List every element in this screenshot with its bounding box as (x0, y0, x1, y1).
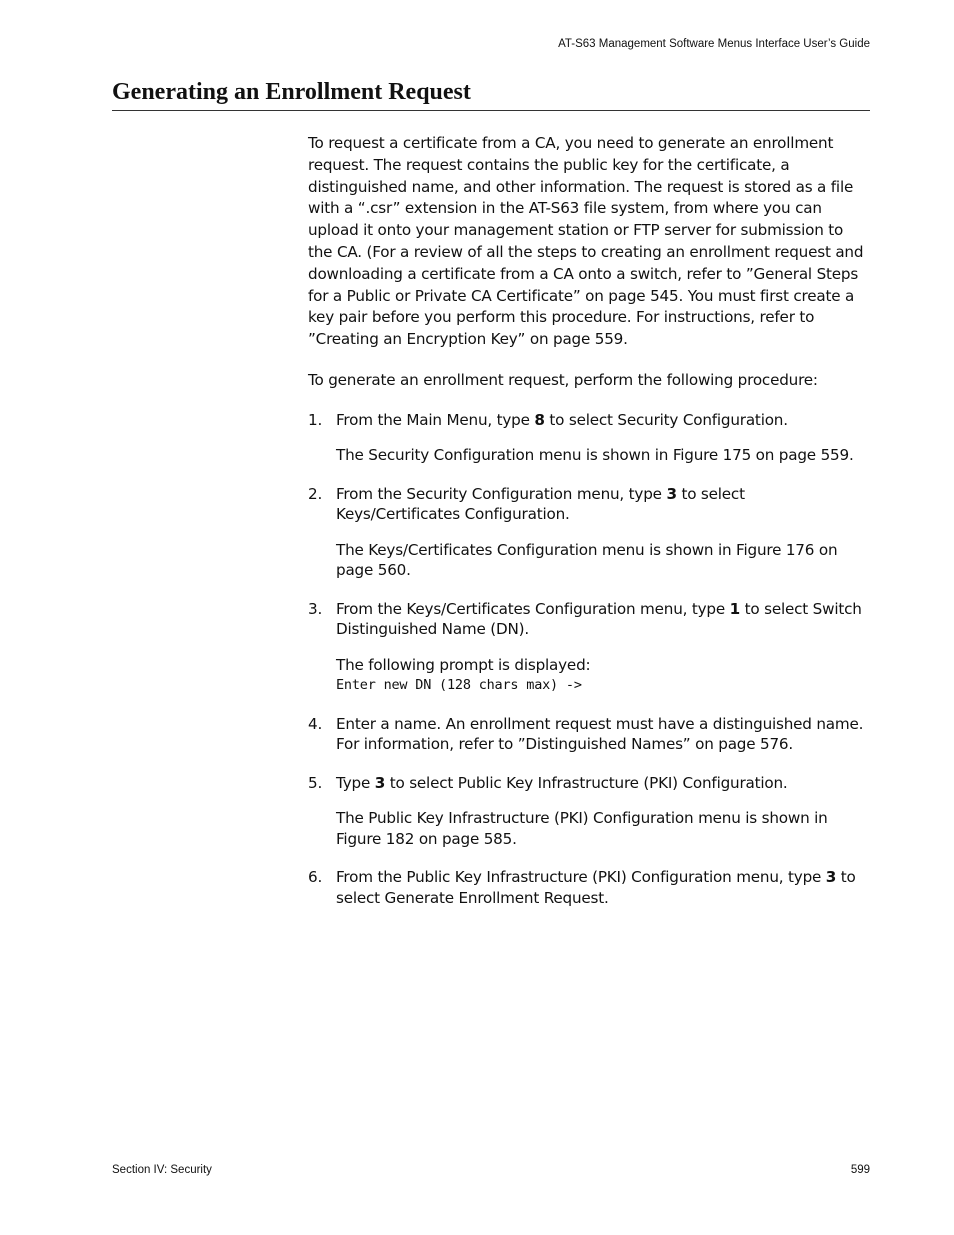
step-text: Type 3 to select Public Key Infrastructure (PKI) Configuration. (336, 773, 788, 792)
step-text: From the Keys/Certificates Configuration menu, type 1 to select Switch Distinguished Name (DN). (336, 599, 862, 639)
step-number: 1. (308, 410, 323, 429)
intro-paragraph: To request a certificate from a CA, you need to generate an enrollment request. The request contains the public key for the certificate, a distinguished name, and other information. The request is stored as a file with a “.csr” extension in the AT-S63 file system, from where you can upload it onto your management station or FTP server for submission to the CA. (For a review of all the steps to creating an enrollment request and downloading a certificate from a CA onto a switch, refer to ”General Steps for a Public or Private CA Certificate” on page 545. You must first create a key pair before you perform this procedure. For instructions, refer to ”Creating an Encryption Key” on page 559. (308, 134, 864, 349)
step-text: From the Public Key Infrastructure (PKI) Configuration menu, type 3 to select Generate Enrollment Request. (336, 868, 856, 907)
step-6 (308, 867, 870, 908)
step-2 (308, 484, 870, 581)
step-text: Enter a name. An enrollment request must have a distinguished name. For information, refer to ”Distinguished Names” on page 576. (336, 714, 864, 754)
step-3 (308, 599, 870, 696)
step-note: The following prompt is displayed: (336, 655, 591, 674)
step-number: 5. (308, 773, 323, 792)
step-note: The Public Key Infrastructure (PKI) Configuration menu is shown in Figure 182 on page 585. (336, 809, 828, 848)
step-text: From the Security Configuration menu, type 3 to select Keys/Certificates Configuration. (336, 484, 745, 524)
step-4 (308, 714, 870, 755)
main-content (308, 133, 870, 926)
footer-section: Section IV: Security (112, 1164, 212, 1176)
step-number: 4. (308, 714, 323, 733)
step-1 (308, 410, 870, 466)
code-prompt: Enter new DN (128 chars max) -> (336, 677, 582, 694)
procedure-lead: To generate an enrollment request, perform the following procedure: (308, 370, 818, 389)
step-note: The Keys/Certificates Configuration menu is shown in Figure 176 on page 560. (336, 540, 838, 580)
step-number: 6. (308, 868, 323, 887)
step-number: 2. (308, 484, 323, 503)
step-number: 3. (308, 599, 323, 618)
step-text: From the Main Menu, type 8 to select Security Configuration. (336, 410, 788, 429)
page-number: 599 (850, 1164, 870, 1176)
step-5 (308, 773, 870, 850)
step-note: The Security Configuration menu is shown in Figure 175 on page 559. (336, 446, 854, 465)
running-head: AT-S63 Management Software Menus Interface User’s Guide (558, 38, 870, 50)
page-title: Generating an Enrollment Request (112, 78, 870, 111)
